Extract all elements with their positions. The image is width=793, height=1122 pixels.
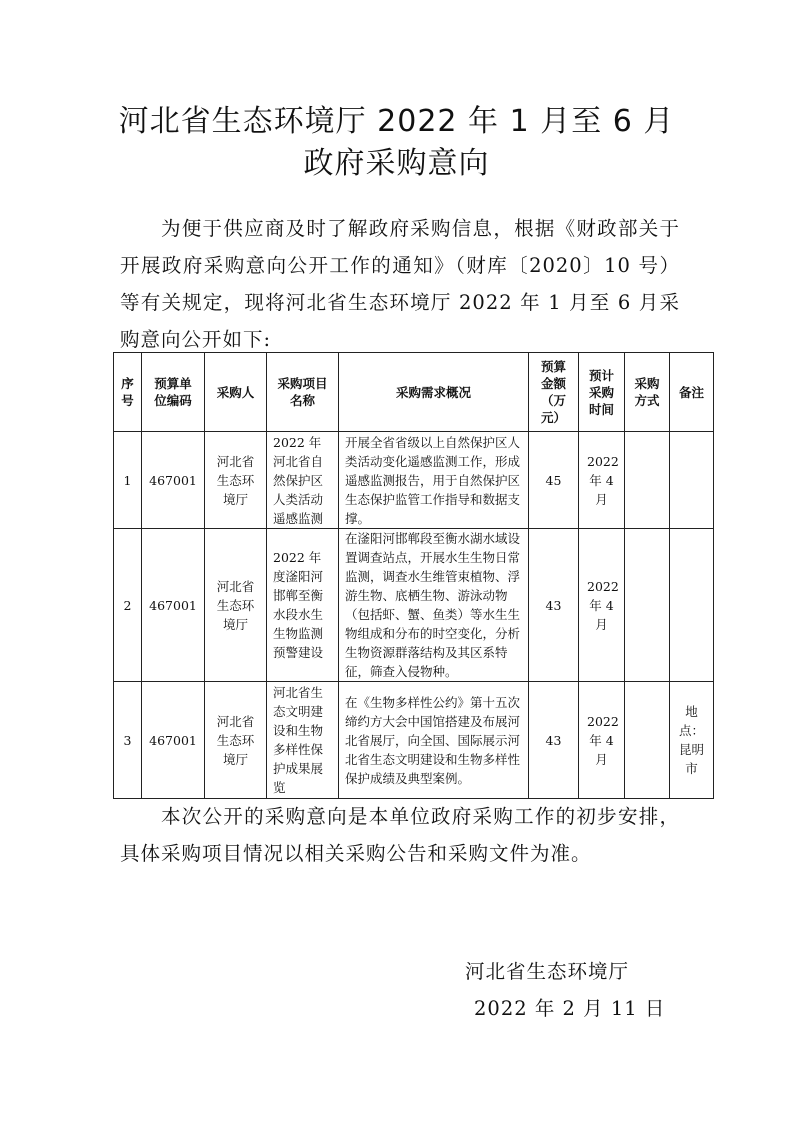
header-time: 预计采购时间 xyxy=(579,353,625,432)
table-row xyxy=(114,529,714,682)
cell-budget: 43 xyxy=(529,529,579,682)
cell-requirements: 在《生物多样性公约》第十五次缔约方大会中国馆搭建及布展河北省展厅，向全国、国际展示河北省生态文明建设和生物多样性保护成绩及典型案例。 xyxy=(339,682,529,799)
document-title-line1: 河北省生态环境厅 2022 年 1 月至 6 月 xyxy=(118,104,675,139)
cell-time: 2022 年 4 月 xyxy=(579,432,625,529)
cell-buyer: 河北省生态环境厅 xyxy=(205,682,267,799)
signature-date: 2022 年 2 月 11 日 xyxy=(474,997,666,1020)
cell-remark: 地点：昆明市 xyxy=(670,682,714,799)
table-row xyxy=(114,432,714,529)
table-header-row xyxy=(114,353,714,432)
cell-code: 467001 xyxy=(142,682,205,799)
cell-budget: 45 xyxy=(529,432,579,529)
cell-remark xyxy=(670,432,714,529)
cell-requirements: 开展全省省级以上自然保护区人类活动变化遥感监测工作，形成遥感监测报告，用于自然保护区生态保护监管工作指导和数据支撑。 xyxy=(339,432,529,529)
closing-paragraph: 本次公开的采购意向是本单位政府采购工作的初步安排，具体采购项目情况以相关采购公告和采购文件为准。 xyxy=(120,805,680,865)
cell-seq: 2 xyxy=(114,529,142,682)
cell-method xyxy=(625,432,670,529)
document-title-line2: 政府采购意向 xyxy=(303,146,490,181)
cell-remark xyxy=(670,529,714,682)
signature-org: 河北省生态环境厅 xyxy=(465,960,630,983)
header-buyer: 采购人 xyxy=(205,353,267,432)
cell-seq: 1 xyxy=(114,432,142,529)
cell-project: 河北省生态文明建设和生物多样性保护成果展览 xyxy=(267,682,339,799)
cell-code: 467001 xyxy=(142,432,205,529)
cell-seq: 3 xyxy=(114,682,142,799)
cell-project: 2022 年度滏阳河邯郸至衡水段水生生物监测预警建设 xyxy=(267,529,339,682)
cell-method xyxy=(625,682,670,799)
header-remark: 备注 xyxy=(670,353,714,432)
header-method: 采购方式 xyxy=(625,353,670,432)
cell-method xyxy=(625,529,670,682)
cell-budget: 43 xyxy=(529,682,579,799)
cell-requirements: 在滏阳河邯郸段至衡水湖水域设置调查站点，开展水生生物日常监测，调查水生维管束植物、浮游生物、底栖生物、游泳动物（包括虾、蟹、鱼类）等水生生物组成和分布的时空变化，分析生物资源群落结构及其区系特征，筛查入侵物种。 xyxy=(339,529,529,682)
cell-time: 2022 年 4 月 xyxy=(579,682,625,799)
table-row xyxy=(114,682,714,799)
header-project: 采购项目名称 xyxy=(267,353,339,432)
procurement-table xyxy=(113,352,714,799)
cell-time: 2022 年 4 月 xyxy=(579,529,625,682)
cell-code: 467001 xyxy=(142,529,205,682)
cell-project: 2022 年河北省自然保护区人类活动遥感监测 xyxy=(267,432,339,529)
header-requirements: 采购需求概况 xyxy=(339,353,529,432)
cell-buyer: 河北省生态环境厅 xyxy=(205,529,267,682)
intro-paragraph: 为便于供应商及时了解政府采购信息，根据《财政部关于开展政府采购意向公开工作的通知》（财库〔2020〕10 号）等有关规定，现将河北省生态环境厅 2022 年 1 月至 6 月采购意向公开如下: xyxy=(120,217,680,351)
header-budget: 预算金额（万元） xyxy=(529,353,579,432)
header-code: 预算单位编码 xyxy=(142,353,205,432)
cell-buyer: 河北省生态环境厅 xyxy=(205,432,267,529)
header-seq: 序号 xyxy=(114,353,142,432)
